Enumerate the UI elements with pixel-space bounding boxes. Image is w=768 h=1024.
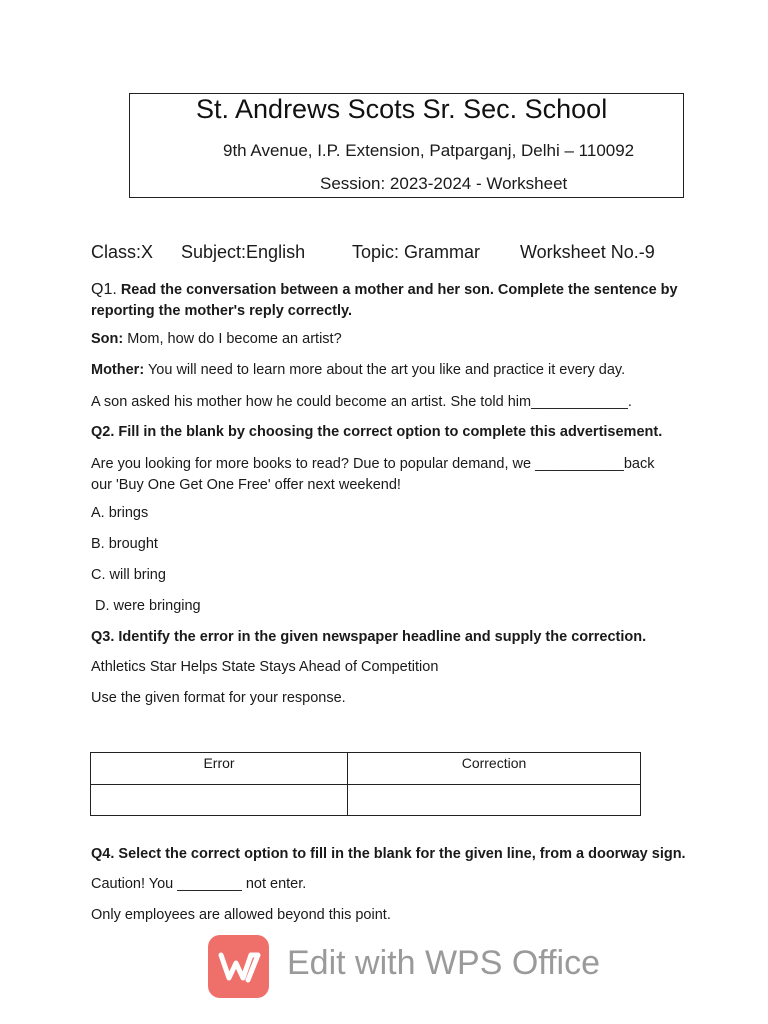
q2-option-d: D. were bringing [91,598,201,614]
q3-headline: Athletics Star Helps State Stays Ahead of Competition [91,659,439,675]
q2-option-b: B. brought [91,536,158,552]
school-address: 9th Avenue, I.P. Extension, Patparganj, Delhi – 110092 [223,141,635,160]
q2-passage: Are you looking for more books to read? Due to popular demand, we ___________back our 'Buy One Get One Free' offer next weekend! [91,456,655,493]
mother-label: Mother: [91,362,145,378]
q1-prompt [91,279,681,322]
q1-prompt-text: Read the conversation between a mother and her son. Complete the sentence by reporting the mother's reply correctly. [91,282,678,319]
son-text: Mom, how do I become an artist? [127,331,342,347]
q1-number: Q1. [91,281,117,298]
q4-line1: Caution! You ________ not enter. [91,876,307,892]
topic-label: Topic: Grammar [352,242,481,262]
worksheet-number: Worksheet No.-9 [520,242,655,262]
mother-text: You will need to learn more about the art you like and practice it every day. [147,362,626,378]
wps-logo-icon[interactable] [208,935,269,998]
table-row [91,785,641,816]
q2-option-a: A. brings [91,505,149,521]
school-name: St. Andrews Scots Sr. Sec. School [196,94,608,124]
q2-option-c: C. will bring [91,567,166,583]
subject-label: Subject:English [181,242,306,262]
correction-cell[interactable] [348,785,641,816]
q1-mother-line [91,362,625,378]
q4-line2: Only employees are allowed beyond this point. [91,907,391,923]
wps-edit-link[interactable]: Edit with WPS Office [287,944,601,982]
q1-son-line [91,331,342,347]
son-label: Son: [91,331,124,347]
error-cell[interactable] [91,785,348,816]
q2-prompt: Q2. Fill in the blank by choosing the correct option to complete this advertisement. [91,424,663,440]
q1-report-line: A son asked his mother how he could become an artist. She told him____________. [91,394,632,410]
error-column-header: Error [91,753,348,785]
session-label: Session: 2023-2024 - Worksheet [320,174,568,193]
table-header-row [91,753,641,785]
q3-instruction: Use the given format for your response. [91,690,346,706]
q4-prompt: Q4. Select the correct option to fill in the blank for the given line, from a doorway sign. [91,846,686,862]
q3-prompt: Q3. Identify the error in the given newspaper headline and supply the correction. [91,629,647,645]
correction-column-header: Correction [348,753,641,785]
response-table [90,752,641,816]
class-label: Class:X [91,242,154,262]
